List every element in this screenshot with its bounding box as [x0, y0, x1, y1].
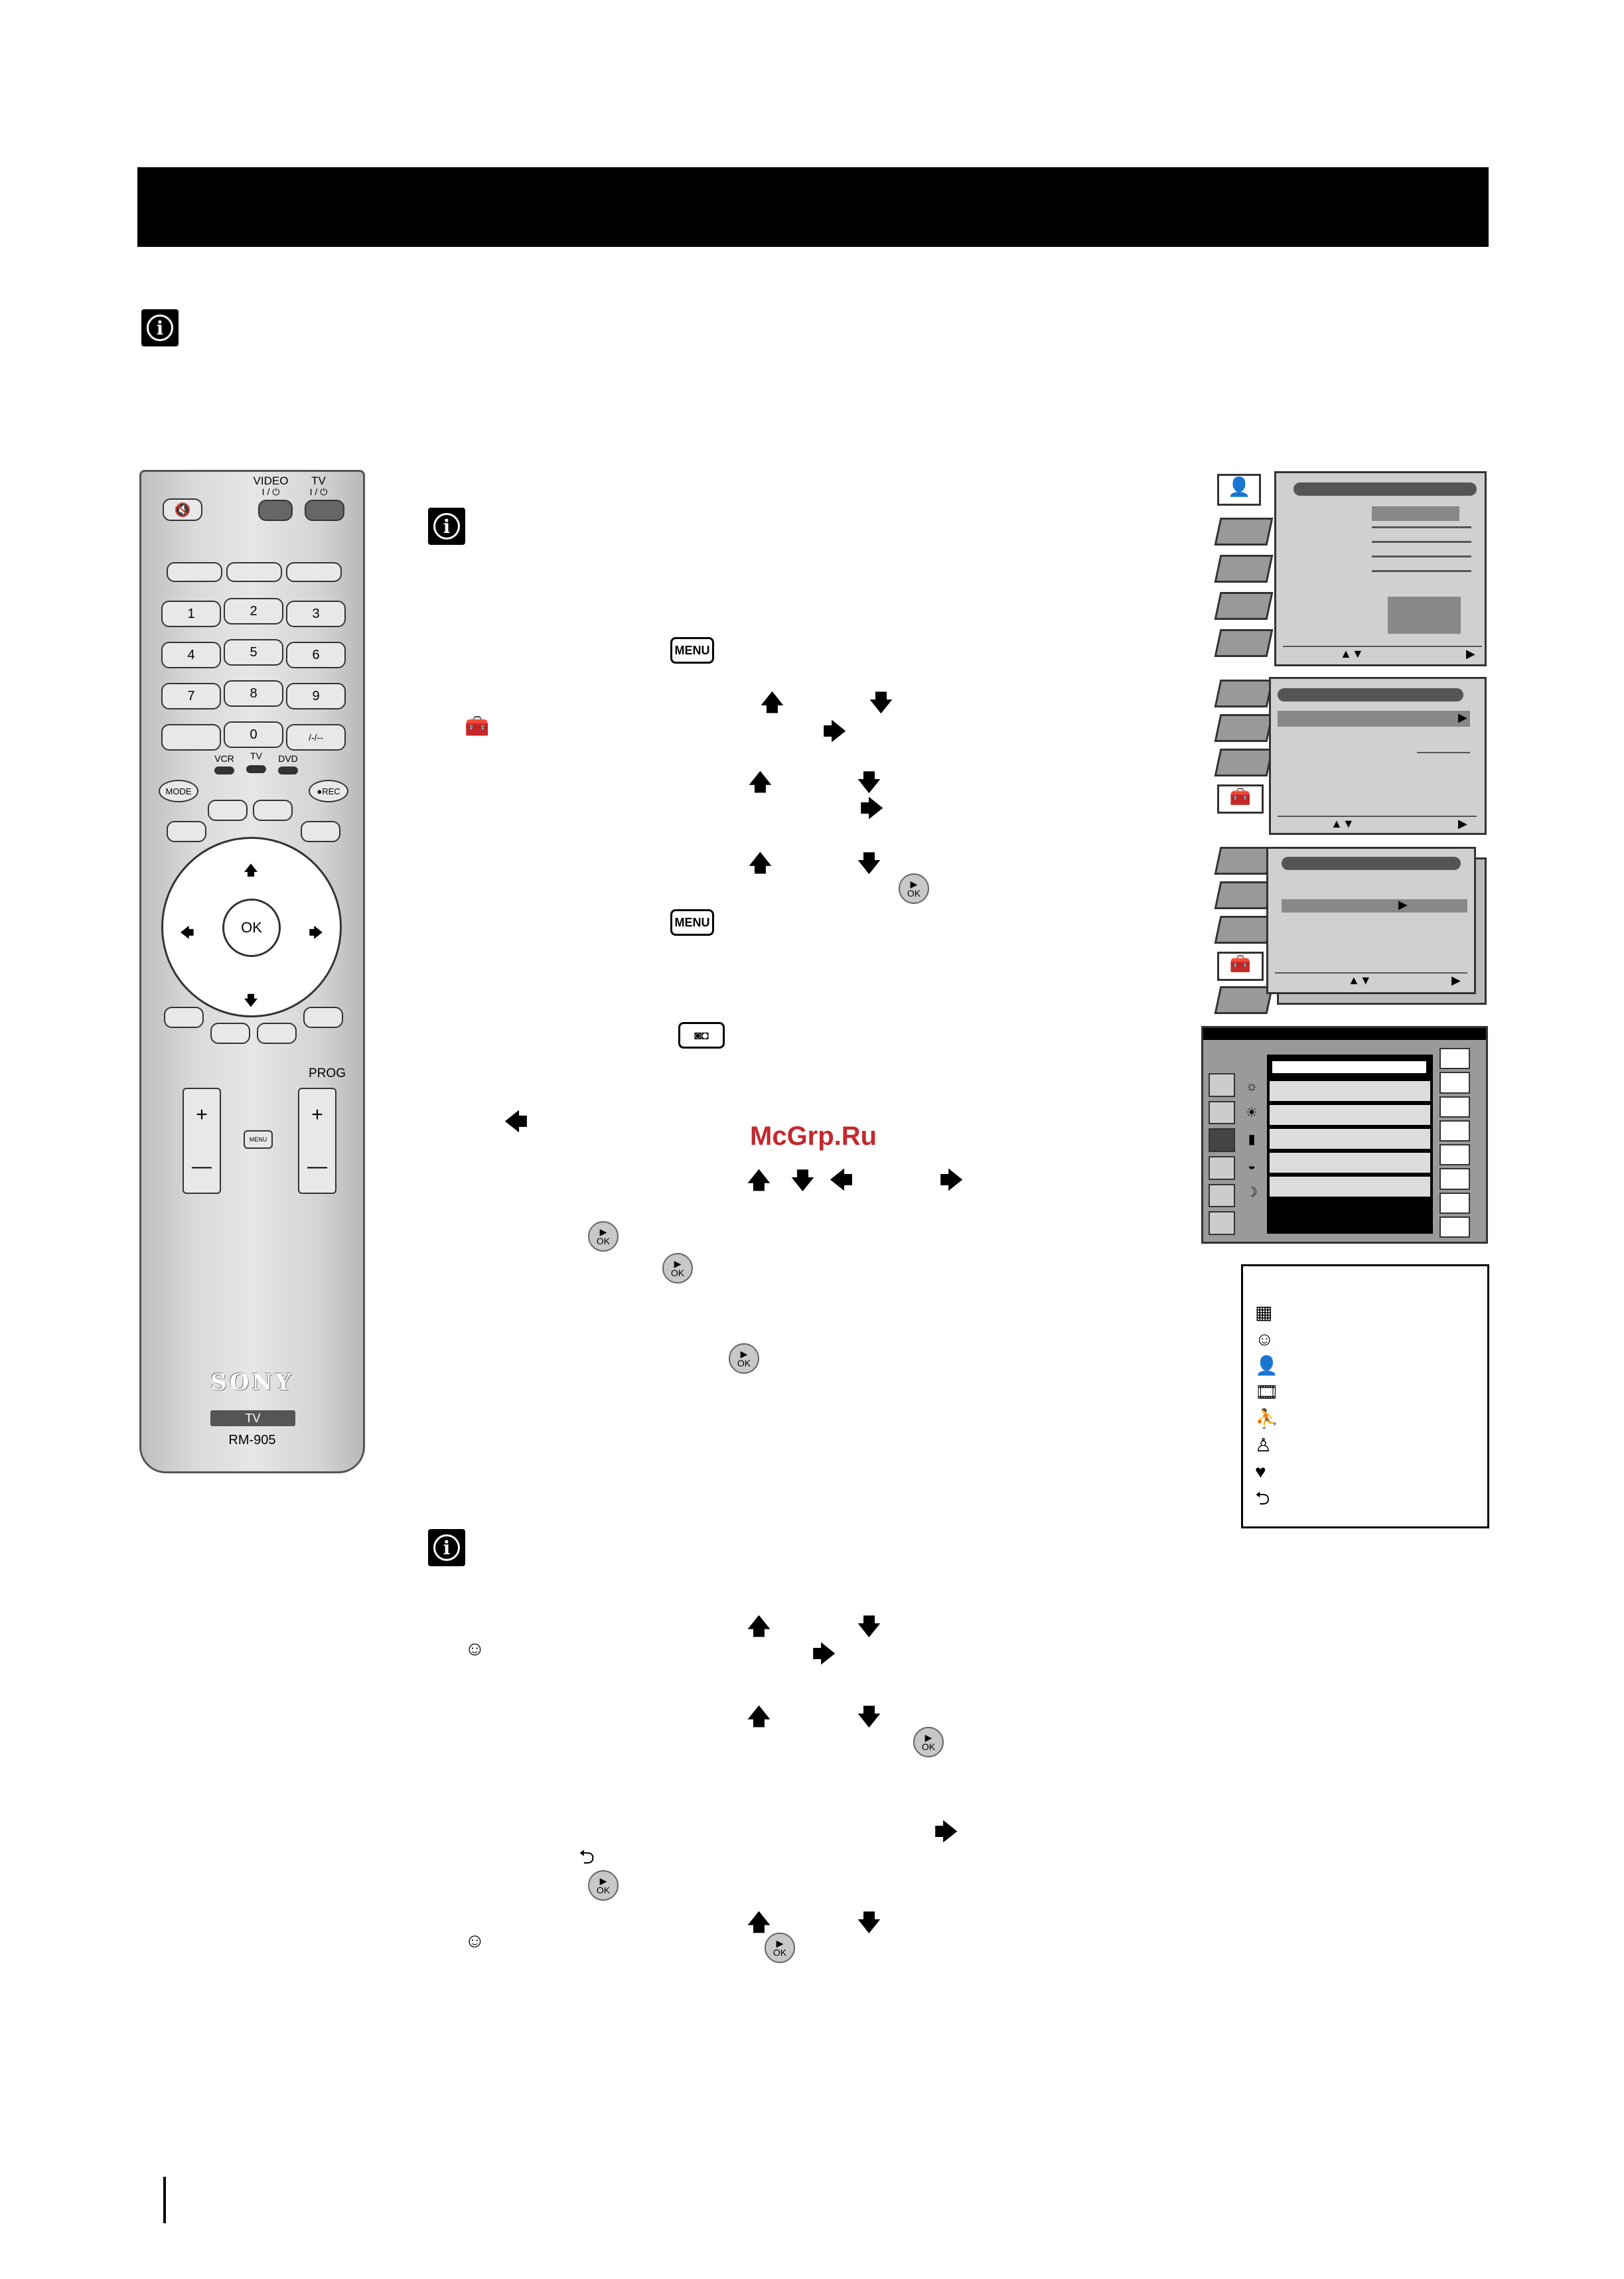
source-led-tv	[246, 765, 266, 773]
brand-logo: SONY	[210, 1369, 294, 1396]
tv-power-button[interactable]	[305, 500, 344, 521]
ok-button-icon: ▶ OK	[765, 1933, 795, 1963]
picture-tab	[1215, 847, 1274, 875]
key-4[interactable]: 4	[161, 642, 221, 668]
function-button-3[interactable]	[286, 562, 342, 582]
osd-panel	[1274, 471, 1487, 666]
up-arrow-icon: 🡅	[761, 690, 784, 715]
function-button-6[interactable]	[167, 821, 206, 842]
key-0[interactable]: 0	[224, 721, 283, 748]
menu-button-icon: MENU	[670, 909, 714, 936]
setup-tab-selected: 🧰	[1217, 784, 1264, 814]
info-icon: i	[428, 508, 465, 545]
video-power-button[interactable]	[258, 500, 293, 521]
smiley-icon: ☺	[465, 1930, 485, 1952]
up-arrow-icon: 🡅	[749, 851, 772, 876]
play-icon: ▶	[1466, 647, 1475, 660]
key-1[interactable]: 1	[161, 601, 221, 627]
volume-minus: —	[192, 1155, 212, 1177]
setup-tab-selected: 🧰	[1217, 952, 1264, 981]
right-arrow-icon: 🡆	[823, 719, 847, 745]
sport-icon: ⛹	[1255, 1408, 1278, 1429]
source-dvd-label: DVD	[278, 753, 298, 764]
updown-icon: ▲▼	[1348, 974, 1372, 987]
sound-tab	[1215, 881, 1274, 909]
volume-plus: +	[196, 1104, 208, 1126]
updown-icon: ▲▼	[1340, 647, 1364, 660]
picture-tab	[1215, 680, 1274, 707]
ok-button-icon: ▶ OK	[729, 1343, 759, 1374]
teletext-tab	[1215, 629, 1274, 657]
colour-button-red[interactable]	[164, 1007, 204, 1028]
key-8[interactable]: 8	[224, 680, 283, 707]
page-number-rule	[163, 2177, 166, 2223]
menu-button[interactable]: MENU	[244, 1130, 273, 1149]
up-arrow-icon: 🡅	[747, 1168, 771, 1193]
ok-label: OK	[241, 919, 262, 936]
osd-screen-picture-menu	[1208, 471, 1487, 669]
source-vcr-label: VCR	[214, 753, 234, 764]
menu-button-icon: MENU	[670, 637, 714, 664]
osd-screen-programme-guide: ☼ ☀ ▮ ◒ ☽	[1201, 1026, 1488, 1244]
down-arrow-icon: 🡇	[857, 1910, 881, 1935]
info-icon: i	[428, 1529, 465, 1566]
return-icon: ⮌	[579, 1846, 595, 1868]
key-9[interactable]: 9	[286, 683, 346, 709]
up-arrow-icon: 🡅	[747, 1704, 771, 1729]
key-6[interactable]: 6	[286, 642, 346, 668]
remote-control	[139, 470, 365, 1473]
prog-minus: —	[307, 1155, 327, 1177]
tv-badge: TV	[210, 1410, 295, 1426]
play-icon: ▶	[1458, 711, 1467, 724]
right-arrow-icon: 🡆	[934, 1820, 958, 1845]
key-2[interactable]: 2	[224, 598, 283, 625]
updown-icon: ▲▼	[1331, 817, 1355, 830]
prog-label: PROG	[309, 1066, 346, 1080]
rec-button[interactable]: ●REC	[309, 780, 348, 802]
ok-button-icon: ▶ OK	[913, 1727, 944, 1757]
icon-legend	[1241, 1264, 1489, 1528]
picture-mode-button-icon: ◙◘	[678, 1022, 725, 1049]
down-arrow-icon: 🡇	[857, 770, 881, 795]
function-button-7[interactable]	[301, 821, 340, 842]
ok-button-icon: ▶ OK	[662, 1253, 693, 1284]
volume-rocker[interactable]	[183, 1088, 221, 1194]
ok-button-icon: ▶ OK	[899, 873, 929, 904]
left-arrow-icon: 🡄	[830, 1168, 853, 1193]
down-arrow-icon: 🡇	[857, 1704, 881, 1729]
down-arrow-icon[interactable]: 🡇	[244, 993, 258, 1008]
down-arrow-icon: 🡇	[857, 851, 881, 876]
video-label: VIDEO	[253, 475, 289, 487]
key-7[interactable]: 7	[161, 683, 221, 709]
teletext-tab	[1215, 986, 1274, 1014]
page-title-bar	[137, 167, 1489, 247]
setup-tab	[1215, 592, 1274, 620]
toolbox-icon: 🧰	[465, 715, 490, 737]
tv-power-symbol: I / ⏻	[309, 486, 328, 497]
smiley-icon: ☺	[1255, 1329, 1274, 1349]
source-led-dvd	[278, 767, 298, 774]
colour-button-yellow[interactable]	[257, 1023, 297, 1044]
colour-button-blue[interactable]	[303, 1007, 343, 1028]
osd-panel	[1266, 847, 1476, 994]
digit-mode-button[interactable]: /-/--	[286, 724, 346, 751]
function-button-1[interactable]	[167, 562, 222, 582]
sound-tab	[1215, 714, 1274, 742]
person-icon: 👤	[1255, 1355, 1278, 1376]
colour-button-green[interactable]	[210, 1023, 250, 1044]
picture-tab: 👤	[1217, 474, 1261, 506]
key-3[interactable]: 3	[286, 601, 346, 627]
return-icon: ⮌	[1255, 1488, 1270, 1508]
play-icon: ▶	[1458, 817, 1467, 830]
play-icon: ▶	[1451, 974, 1461, 987]
left-arrow-icon[interactable]: 🡄	[180, 926, 194, 940]
tv-label: TV	[311, 475, 326, 487]
film-icon: 🎞	[1255, 1382, 1279, 1402]
info-icon: i	[141, 309, 179, 346]
up-arrow-icon: 🡅	[749, 770, 772, 795]
function-button-2[interactable]	[226, 562, 282, 582]
right-arrow-icon[interactable]: 🡆	[309, 926, 323, 940]
key-5[interactable]: 5	[224, 639, 283, 666]
up-arrow-icon: 🡅	[747, 1910, 771, 1935]
down-arrow-icon: 🡇	[791, 1168, 814, 1193]
function-button-4[interactable]	[208, 800, 248, 821]
ok-button-icon: ▶ OK	[588, 1870, 619, 1901]
kids-icon: ♙	[1255, 1435, 1272, 1455]
teletext-button[interactable]	[161, 724, 221, 751]
right-arrow-icon: 🡆	[940, 1168, 964, 1193]
features-tab	[1215, 555, 1274, 583]
smiley-icon: ☺	[465, 1638, 485, 1660]
sound-tab	[1215, 518, 1274, 546]
prog-plus: +	[311, 1104, 323, 1126]
ok-button[interactable]	[222, 899, 281, 957]
down-arrow-icon: 🡇	[857, 1614, 881, 1639]
features-tab	[1215, 916, 1274, 944]
up-arrow-icon: 🡅	[747, 1614, 771, 1639]
function-button-5[interactable]	[253, 800, 293, 821]
osd-panel	[1269, 677, 1487, 835]
video-power-symbol: I / ⏻	[261, 486, 280, 497]
right-arrow-icon: 🡆	[860, 796, 884, 822]
mute-icon: 🔇	[174, 502, 191, 518]
watermark: McGrp.Ru	[750, 1122, 877, 1151]
right-arrow-icon: 🡆	[812, 1642, 836, 1667]
mode-button[interactable]: MODE	[159, 780, 198, 802]
ok-button-icon: ▶ OK	[588, 1221, 619, 1252]
up-arrow-icon[interactable]: 🡅	[244, 863, 258, 878]
left-arrow-icon: 🡄	[504, 1110, 528, 1135]
source-tv-label: TV	[250, 751, 262, 761]
mute-button[interactable]	[163, 498, 202, 521]
down-arrow-icon: 🡇	[869, 690, 893, 715]
source-led-vcr	[214, 767, 234, 774]
model-number: RM-905	[228, 1433, 276, 1447]
features-tab	[1215, 749, 1274, 776]
heart-icon: ♥	[1255, 1461, 1266, 1482]
osd-screen-setup-menu	[1208, 677, 1487, 836]
news-icon: ▦	[1255, 1302, 1273, 1323]
osd-screen-submenu	[1208, 844, 1487, 1009]
play-icon: ▶	[1398, 898, 1408, 911]
prog-rocker[interactable]	[298, 1088, 336, 1194]
